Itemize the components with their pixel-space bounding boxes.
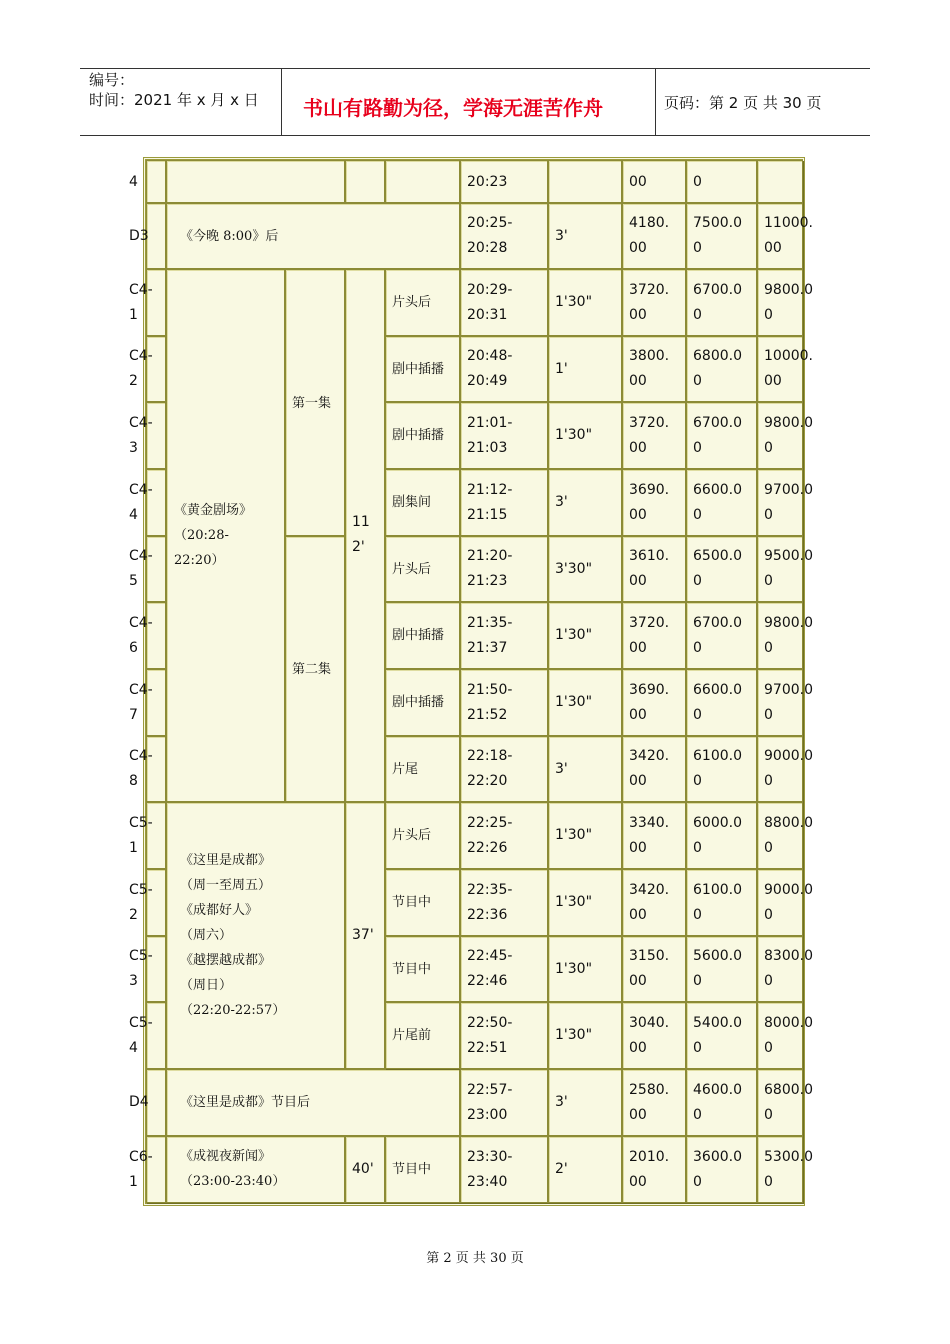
- row-price-3: 9800.0 0: [764, 415, 813, 456]
- row-duration: 3': [555, 761, 568, 777]
- row-price-3: 9700.0 0: [764, 682, 813, 723]
- row-duration: 1': [555, 361, 568, 377]
- row-price-1: 3610. 00: [629, 548, 670, 589]
- row-price-1: 3800. 00: [629, 348, 670, 389]
- row-price-2: 6500.0 0: [693, 548, 742, 589]
- row-price-3: 11000. 00: [764, 215, 813, 256]
- row-position: 片头后: [392, 562, 432, 577]
- header-divider-right: [655, 68, 656, 136]
- row-code: C4- 5: [129, 548, 153, 589]
- episode-2: 第二集: [292, 662, 332, 677]
- row-price-1: 3720. 00: [629, 415, 670, 456]
- row-price-2: 6000.0 0: [693, 815, 742, 856]
- row-price-1: 3420. 00: [629, 748, 670, 789]
- row-price-3: 9800.0 0: [764, 615, 813, 656]
- duration-cell: [548, 160, 622, 203]
- row-time: 20:29- 20:31: [467, 282, 513, 323]
- row-duration: 3': [555, 494, 568, 510]
- row-time: 22:45- 22:46: [467, 948, 513, 989]
- row-price-1: 2010. 00: [629, 1149, 670, 1190]
- row-time: 21:20- 21:23: [467, 548, 513, 589]
- row-price-1: 4180. 00: [629, 215, 670, 256]
- page-footer: 第 2 页 共 30 页: [426, 1251, 524, 1266]
- row-price-2: 6800.0 0: [693, 348, 742, 389]
- row-time: 23:30- 23:40: [467, 1149, 513, 1190]
- row-position: 片尾前: [392, 1028, 432, 1043]
- row-price-2: 5600.0 0: [693, 948, 742, 989]
- code-cell: [146, 1069, 166, 1136]
- row-duration: 1'30": [555, 827, 593, 843]
- row-price-2: 6100.0 0: [693, 748, 742, 789]
- row-code: C4- 8: [129, 748, 153, 789]
- header-page-label: 页码：第 2 页 共 30 页: [664, 94, 822, 112]
- row-duration: 1'30": [555, 694, 593, 710]
- row-duration: 3'30": [555, 561, 593, 577]
- row-price-1: 3690. 00: [629, 482, 670, 523]
- row-code: C4- 1: [129, 282, 153, 323]
- program-chengdu: 《这里是成都》 （周一至周五） 《成都好人》 （周六） 《越摆越成都》 （周日） （22:20-22:57）: [180, 853, 286, 1018]
- row-price-1: 2580. 00: [629, 1082, 670, 1123]
- row-code: C5- 3: [129, 948, 153, 989]
- program-d3: 《今晚 8:00》后: [180, 229, 279, 244]
- row-code: C6- 1: [129, 1149, 153, 1190]
- header-motto: 书山有路勤为径，学海无涯苦作舟: [303, 96, 603, 120]
- row-duration: 3': [555, 1094, 568, 1110]
- row-price-2: 4600.0 0: [693, 1082, 742, 1123]
- row-price-1: 3720. 00: [629, 615, 670, 656]
- price-cell-3: [757, 160, 803, 203]
- row-price-3: 9000.0 0: [764, 882, 813, 923]
- code-cell: [146, 203, 166, 269]
- program-cell: [166, 160, 345, 203]
- row-price-3: 5300.0 0: [764, 1149, 813, 1190]
- row-price-1: 3720. 00: [629, 282, 670, 323]
- row-price-1: 3690. 00: [629, 682, 670, 723]
- header-code-label: 编号：: [89, 71, 135, 89]
- row-price-3: 9000.0 0: [764, 748, 813, 789]
- header-time-label: 时间：2021 年 x 月 x 日: [89, 91, 259, 109]
- row-duration: 1'30": [555, 894, 593, 910]
- row-position: 剧中插播: [392, 362, 445, 377]
- row-time: 21:01- 21:03: [467, 415, 513, 456]
- row-time: 22:25- 22:26: [467, 815, 513, 856]
- row-price-1: 00: [629, 174, 647, 190]
- row-time: 20:48- 20:49: [467, 348, 513, 389]
- position-cell: [385, 160, 460, 203]
- row-price-3: 6800.0 0: [764, 1082, 813, 1123]
- row-time: 20:25- 20:28: [467, 215, 513, 256]
- row-duration: 1'30": [555, 294, 593, 310]
- row-duration: 2': [555, 1161, 568, 1177]
- row-code: C4- 6: [129, 615, 153, 656]
- row-price-1: 3340. 00: [629, 815, 670, 856]
- row-code: C4- 2: [129, 348, 153, 389]
- row-code: C4- 3: [129, 415, 153, 456]
- row-time: 22:57- 23:00: [467, 1082, 513, 1123]
- episode-1: 第一集: [292, 396, 332, 411]
- row-price-2: 5400.0 0: [693, 1015, 742, 1056]
- row-position: 剧集间: [392, 495, 432, 510]
- row-price-2: 6100.0 0: [693, 882, 742, 923]
- row-time: 22:35- 22:36: [467, 882, 513, 923]
- row-position: 节目中: [392, 1162, 432, 1177]
- row-price-2: 6700.0 0: [693, 415, 742, 456]
- row-price-3: 10000. 00: [764, 348, 813, 389]
- program-night-news: 《成视夜新闻》 （23:00-23:40）: [180, 1149, 286, 1189]
- row-code: D4: [129, 1094, 149, 1110]
- row-code: C4- 4: [129, 482, 153, 523]
- row-price-2: 6700.0 0: [693, 615, 742, 656]
- row-duration: 3': [555, 228, 568, 244]
- row-price-2: 0: [693, 174, 702, 190]
- row-price-3: 8300.0 0: [764, 948, 813, 989]
- length-chengdu: 37': [352, 927, 374, 943]
- row-code: D3: [129, 228, 149, 244]
- row-price-3: 9800.0 0: [764, 282, 813, 323]
- header-divider-left: [281, 68, 282, 136]
- row-code: C5- 2: [129, 882, 153, 923]
- length-cell: [345, 160, 385, 203]
- row-duration: 1'30": [555, 961, 593, 977]
- row-price-3: 8000.0 0: [764, 1015, 813, 1056]
- row-time: 22:50- 22:51: [467, 1015, 513, 1056]
- row-price-2: 6700.0 0: [693, 282, 742, 323]
- row-position: 剧中插播: [392, 695, 445, 710]
- row-time: 22:18- 22:20: [467, 748, 513, 789]
- row-position: 节目中: [392, 895, 432, 910]
- row-price-2: 6600.0 0: [693, 482, 742, 523]
- row-price-2: 7500.0 0: [693, 215, 742, 256]
- header-bottom-rule: [80, 135, 870, 136]
- row-price-3: 9500.0 0: [764, 548, 813, 589]
- row-time: 21:35- 21:37: [467, 615, 513, 656]
- row-code: C5- 4: [129, 1015, 153, 1056]
- header-top-rule: [80, 68, 870, 69]
- row-duration: 1'30": [555, 1027, 593, 1043]
- row-time: 21:12- 21:15: [467, 482, 513, 523]
- row-price-2: 6600.0 0: [693, 682, 742, 723]
- row-position: 片头后: [392, 295, 432, 310]
- length-night: 40': [352, 1161, 374, 1177]
- row-code: 4: [129, 174, 138, 190]
- length-golden: 11 2': [352, 514, 370, 555]
- code-cell: [146, 160, 166, 203]
- row-price-2: 3600.0 0: [693, 1149, 742, 1190]
- row-price-1: 3420. 00: [629, 882, 670, 923]
- row-price-3: 9700.0 0: [764, 482, 813, 523]
- row-code: C4- 7: [129, 682, 153, 723]
- row-time: 20:23: [467, 174, 508, 190]
- program-golden: 《黄金剧场》 （20:28- 22:20）: [174, 503, 253, 568]
- row-position: 剧中插播: [392, 628, 445, 643]
- row-position: 剧中插播: [392, 428, 445, 443]
- row-price-1: 3040. 00: [629, 1015, 670, 1056]
- row-time: 21:50- 21:52: [467, 682, 513, 723]
- row-price-1: 3150. 00: [629, 948, 670, 989]
- row-position: 片尾: [392, 762, 419, 777]
- row-position: 节目中: [392, 962, 432, 977]
- row-code: C5- 1: [129, 815, 153, 856]
- program-d4: 《这里是成都》节目后: [180, 1095, 311, 1110]
- row-duration: 1'30": [555, 427, 593, 443]
- row-duration: 1'30": [555, 627, 593, 643]
- row-position: 片头后: [392, 828, 432, 843]
- row-price-3: 8800.0 0: [764, 815, 813, 856]
